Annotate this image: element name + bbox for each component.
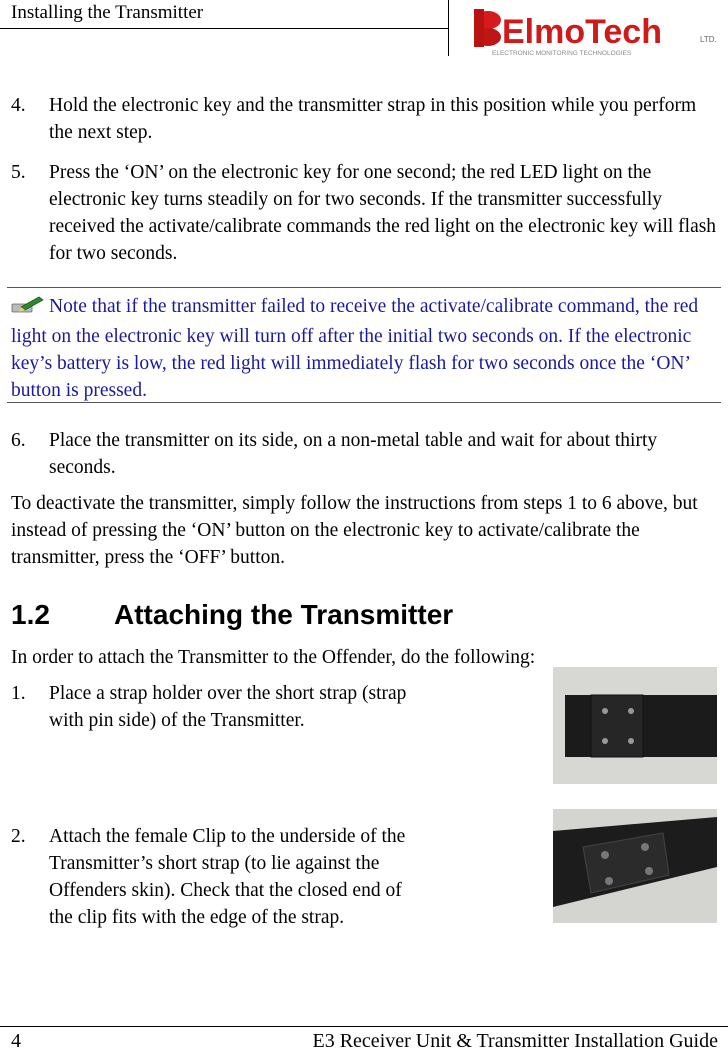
running-header-title: Installing the Transmitter xyxy=(11,2,204,23)
section-intro: In order to attach the Transmitter to the Offender, do the following: xyxy=(11,647,536,668)
attach-step-2 xyxy=(11,823,411,931)
note-bottom-rule xyxy=(7,402,721,403)
logo-wordmark: ElmoTech xyxy=(502,13,662,51)
note-top-rule xyxy=(7,287,721,288)
note-text: Note that if the transmitter failed to receive the activate/calibrate command, the red light on the electronic key will turn off after the initial two seconds on. If the electronic key’s battery is low, the red light will immediately flash for two seconds once the ‘ON’ button is pressed. xyxy=(11,296,699,401)
attach-step-1 xyxy=(11,680,411,734)
female-clip-photo xyxy=(553,809,717,923)
section-number: 1.2 xyxy=(11,599,50,630)
footer-document-title: E3 Receiver Unit & Transmitter Installation Guide xyxy=(312,1030,718,1052)
section-heading xyxy=(11,599,453,631)
deactivate-paragraph: To deactivate the transmitter, simply follow the instructions from steps 1 to 6 above, but instead of pressing the ‘ON’ button on the electronic key to activate/calibrate the transmitter, press the ‘OFF’ button. xyxy=(11,493,698,568)
note-pen-icon xyxy=(11,295,45,323)
note-box xyxy=(11,293,716,404)
logo-ltd: LTD. xyxy=(700,35,717,44)
header-divider xyxy=(448,0,449,56)
step-text: Hold the electronic key and the transmitter strap in this position while you perform the next step. xyxy=(49,95,697,143)
step-6 xyxy=(11,427,716,481)
step-text: Attach the female Clip to the underside of the Transmitter’s short strap (to lie against the Offenders skin). Check that the closed end of the clip fits with the edge of the strap. xyxy=(49,826,406,928)
step-5 xyxy=(11,159,721,267)
logo-mark-icon xyxy=(474,9,501,47)
elmotech-logo xyxy=(462,2,722,60)
strap-holder-photo xyxy=(553,667,717,784)
section-title: Attaching the Transmitter xyxy=(114,599,454,630)
step-number: 1. xyxy=(11,683,26,704)
step-number: 6. xyxy=(11,430,26,451)
step-number: 2. xyxy=(11,826,26,847)
page-number: 4 xyxy=(11,1030,21,1052)
step-text: Place a strap holder over the short strap (strap with pin side) of the Transmitter. xyxy=(49,683,407,731)
header-rule xyxy=(0,28,448,29)
step-text: Place the transmitter on its side, on a non-metal table and wait for about thirty seconds. xyxy=(49,430,658,478)
step-number: 4. xyxy=(11,95,26,116)
step-number: 5. xyxy=(11,162,26,183)
logo-tagline: ELECTRONIC MONITORING TECHNOLOGIES xyxy=(492,50,632,57)
footer-rule xyxy=(0,1026,728,1027)
step-4 xyxy=(11,92,716,146)
step-text: Press the ‘ON’ on the electronic key for one second; the red LED light on the electronic key turns steadily on for two seconds. If the transmitter successfully received the activate/calibrate commands the red light on the electronic key will flash for two seconds. xyxy=(49,162,717,264)
